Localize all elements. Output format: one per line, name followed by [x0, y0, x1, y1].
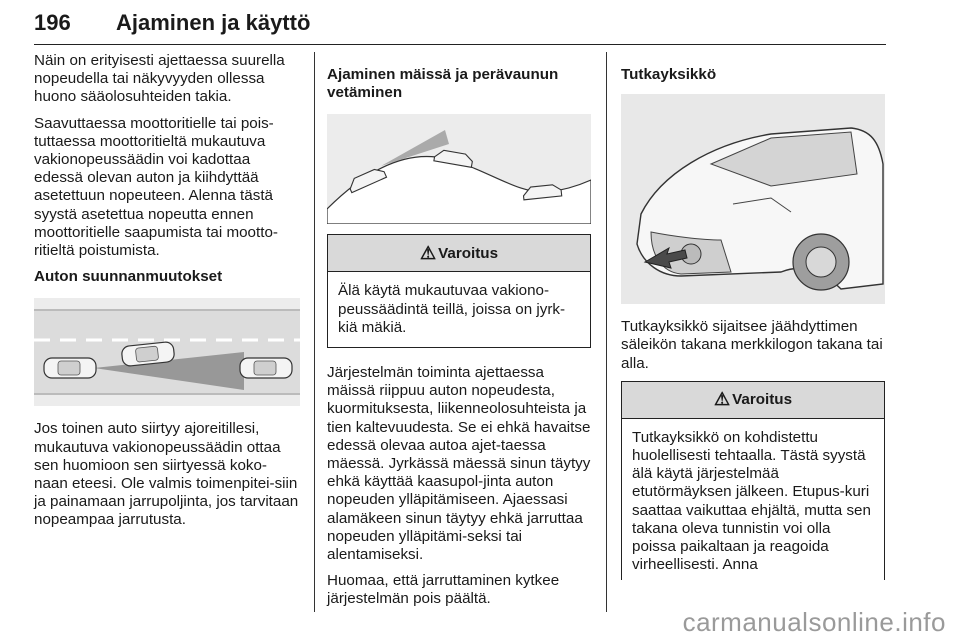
- car-icon: [240, 358, 292, 378]
- warning-text: Tutkayksikkö on kohdistettu huolellisesti tehtaalla. Tästä syystä älä käytä järjestelmää etutörmäyksen jälkeen. Etupus-kuri saattaa vaikuttaa ehjältä, mutta sen takana oleva tunnistin voi olla poissa paikaltaan ja reagoida virheellisesti. Anna: [632, 428, 871, 574]
- column-1: [34, 52, 300, 538]
- column-3: [621, 52, 885, 580]
- paragraph: Jos toinen auto siirtyy ajoreitillesi, mukautuva vakionopeussäädin ottaa sen huomioon sen siirtyessä koko-naan eteesi. Ole valmis toimenpitei-siin ja painamaan jarrupoljinta, jos tarvitaan nopeampaa jarrutusta.: [34, 420, 299, 529]
- warning-header: [328, 235, 590, 272]
- paragraph: Järjestelmän toiminta ajettaessa mäissä riippuu auton nopeudesta, kuormituksesta, liikenneolosuhteista ja tien kaltevuudesta. Se ei ehkä havaitse edessä olevaa autoa ajet-taessa mäessä. Jyrkässä mäessä sinun täytyy ehkä käyttää kaasupol-jinta auton nopeuden ylläpitämiseen. Ajaessasi alamäkeen sinun täytyy ehkä jarruttaa nopeuden ylläpitämi-seksi tai alentamiseksi.: [327, 364, 591, 564]
- warning-body: [622, 419, 884, 585]
- warning-box: [621, 381, 885, 580]
- lane-change-drawing: [34, 298, 300, 406]
- warning-icon: ⚠: [419, 242, 437, 263]
- hill-driving-illustration: [327, 114, 591, 224]
- column-divider: [314, 52, 315, 612]
- warning-header: [622, 382, 884, 419]
- paragraph: Saavuttaessa moottoritielle tai pois-tuttaessa moottoritieltä mukautuva vakionopeussäädin voi kadottaa edessä olevan auton ja kiihdyttää asetettuun nopeuteen. Alenna tästä syystä asetettua nopeutta ennen moottoritielle saapumista tai mootto-ritieltä poistumista.: [34, 114, 278, 260]
- paragraph: Huomaa, että jarruttaminen kytkee järjestelmän pois päältä.: [327, 572, 560, 608]
- warning-title: Varoitus: [732, 391, 793, 409]
- column-2: [327, 52, 591, 617]
- car-icon: [44, 358, 96, 378]
- paragraph: Näin on erityisesti ajettaessa suurella nopeudella tai näkyvyyden ollessa huono sääolosuhteiden takia.: [34, 52, 285, 106]
- section-heading: Ajaminen mäissä ja perävaunun vetäminen: [327, 66, 559, 102]
- car-front-drawing: [621, 94, 885, 304]
- section-heading: Tutkayksikkö: [621, 66, 717, 83]
- lane-change-illustration: [34, 298, 300, 406]
- hill-drawing: [327, 114, 591, 224]
- warning-body: [328, 272, 590, 347]
- paragraph: Tutkayksikkö sijaitsee jäähdyttimen säleikön takana merkkilogon takana tai alla.: [621, 318, 883, 372]
- radar-unit-illustration: [621, 94, 885, 304]
- warning-text: Älä käytä mukautuvaa vakiono-peussäädintä teillä, joissa on jyrk-kiä mäkiä.: [338, 282, 566, 336]
- watermark: carmanualsonline.info: [682, 607, 946, 637]
- warning-icon: ⚠: [713, 389, 731, 410]
- warning-box: [327, 234, 591, 348]
- page-title: Ajaminen ja käyttö: [116, 10, 311, 35]
- page-number: 196: [34, 10, 71, 35]
- section-heading: Auton suunnanmuutokset: [34, 268, 223, 286]
- warning-title: Varoitus: [438, 244, 499, 262]
- column-divider: [606, 52, 607, 612]
- page-header: [34, 4, 886, 45]
